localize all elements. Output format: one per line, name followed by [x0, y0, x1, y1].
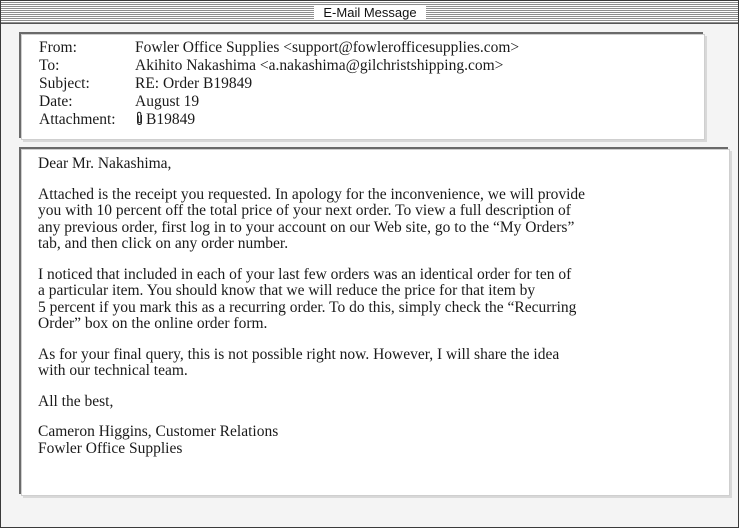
signature-name: Cameron Higgins, Customer Relations — [38, 423, 279, 440]
paragraph-1 — [38, 187, 713, 253]
date-label: Date: — [39, 93, 73, 110]
email-body-panel — [21, 149, 730, 496]
attachment-filename[interactable]: B19849 — [146, 111, 196, 128]
body-line: tab, and then click on any order number. — [38, 235, 289, 252]
subject-label: Subject: — [39, 75, 90, 92]
body-line: As for your final query, this is not possible right now. However, I will share the idea — [38, 345, 560, 363]
subject-value: RE: Order B19849 — [135, 75, 253, 92]
paperclip-icon[interactable] — [135, 111, 144, 131]
message-body — [38, 156, 713, 471]
signature-company: Fowler Office Supplies — [38, 439, 183, 457]
from-label: From: — [39, 39, 77, 56]
paragraph-3 — [38, 347, 713, 380]
body-line: Attached is the receipt you requested. In apology for the inconvenience, we will provide — [38, 185, 586, 203]
paragraph-2 — [38, 267, 713, 333]
body-line: 5 percent if you mark this as a recurring order. To do this, simply check the “Recurring — [38, 298, 577, 316]
date-value: August 19 — [135, 93, 200, 110]
signature — [38, 424, 713, 457]
attachment-label: Attachment: — [39, 111, 116, 128]
body-line: you with 10 percent off the total price of your next order. To view a full description of — [38, 202, 571, 219]
from-value: Fowler Office Supplies <support@fowlerofficesupplies.com> — [135, 39, 520, 56]
body-line: any previous order, first log in to your account on our Web site, go to the “My Orders” — [38, 218, 575, 236]
attachment[interactable] — [135, 111, 195, 131]
body-line: Order” box on the online order form. — [38, 315, 268, 332]
to-value: Akihito Nakashima <a.nakashima@gilchristshipping.com> — [135, 57, 504, 74]
body-line: I noticed that included in each of your last few orders was an identical order for ten of — [38, 265, 572, 283]
title-bar[interactable] — [1, 1, 738, 24]
closing: All the best, — [38, 392, 114, 410]
greeting: Dear Mr. Nakashima, — [38, 155, 172, 172]
to-label: To: — [39, 57, 60, 74]
email-header-panel — [21, 34, 705, 140]
body-line: with our technical team. — [38, 362, 188, 379]
body-line: a particular item. You should know that we will reduce the price for that item by — [38, 282, 536, 299]
window-title: E-Mail Message — [314, 5, 426, 20]
